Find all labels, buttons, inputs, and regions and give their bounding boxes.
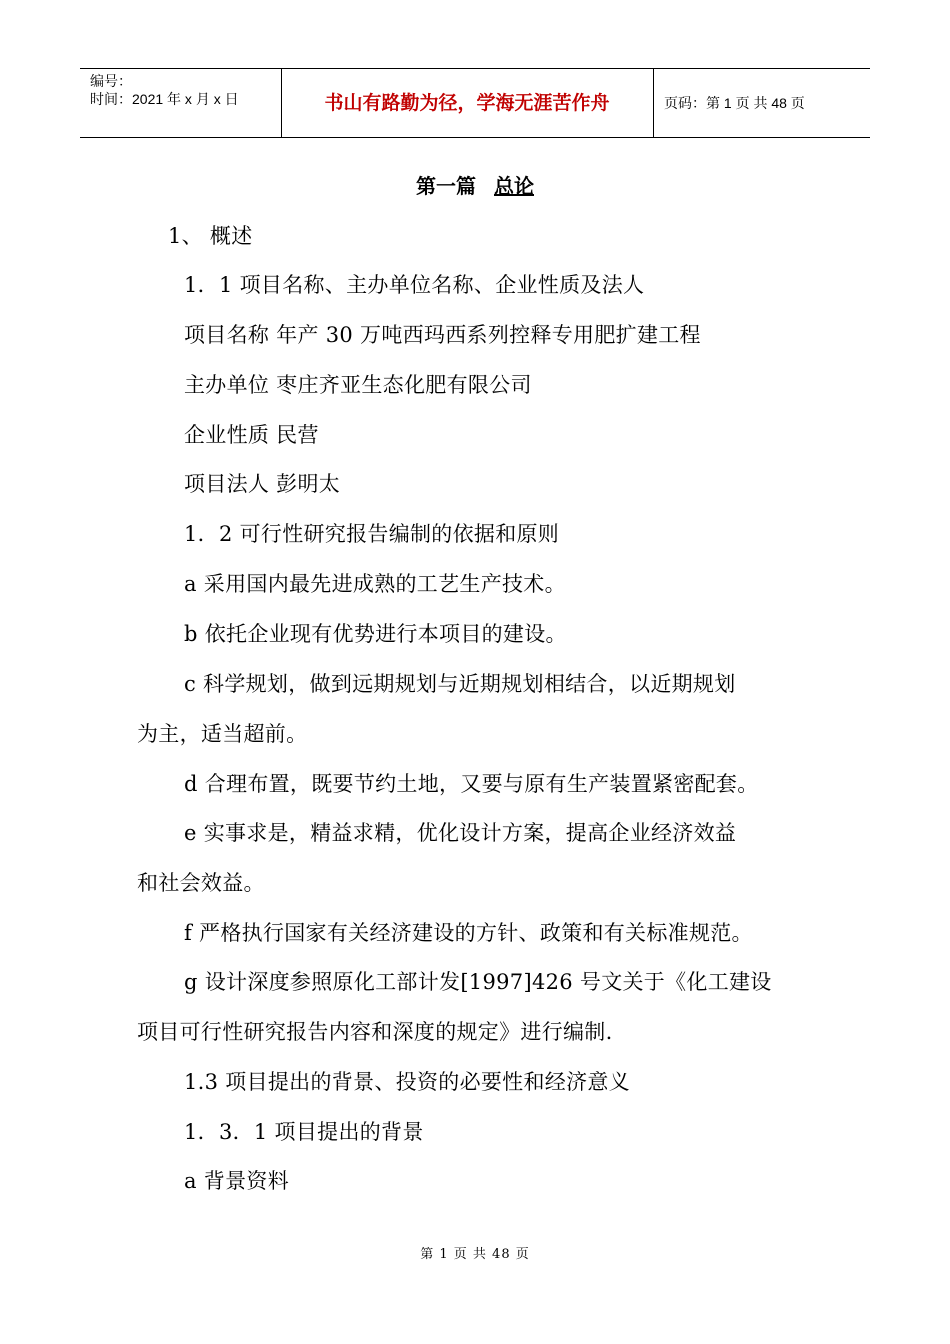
page-footer: 第 1 页 共 48 页: [420, 1247, 530, 1262]
section-heading: 1、 概述: [168, 224, 253, 248]
subsection-heading: 1.3 项目提出的背景、投资的必要性和经济意义: [184, 1070, 630, 1094]
subsection-heading: 1．2 可行性研究报告编制的依据和原则: [184, 522, 560, 546]
principle-item: e 实事求是，精益求精，优化设计方案，提高企业经济效益: [184, 821, 737, 845]
paragraph-label: a 背景资料: [184, 1169, 289, 1193]
principle-item: d 合理布置，既要节约土地，又要与原有生产装置紧密配套。: [184, 772, 759, 796]
document-header: [80, 68, 870, 138]
principle-item: b 依托企业现有优势进行本项目的建设。: [184, 622, 567, 646]
header-motto: 书山有路勤为径，学海无涯苦作舟: [324, 92, 610, 114]
chapter-name: 总论: [494, 174, 534, 198]
sponsor-line: 主办单位 枣庄齐亚生态化肥有限公司: [184, 373, 532, 397]
principle-item-continued: 项目可行性研究报告内容和深度的规定》进行编制.: [137, 1020, 613, 1044]
chapter-number: 第一篇: [416, 174, 476, 198]
header-page-cell: [654, 69, 870, 137]
principle-item: c 科学规划，做到远期规划与近期规划相结合，以近期规划: [184, 672, 736, 696]
header-meta-cell: [80, 69, 282, 137]
enterprise-nature-line: 企业性质 民营: [184, 423, 319, 447]
legal-person-line: 项目法人 彭明太: [184, 472, 341, 496]
header-page-info: 页码：第 1 页 共 48 页: [664, 95, 805, 111]
time-label: 时间：2021 年 x 月 x 日: [90, 91, 239, 107]
header-motto-cell: [281, 69, 654, 137]
principle-item-continued: 为主，适当超前。: [137, 722, 308, 746]
project-name-line: 项目名称 年产 30 万吨西玛西系列控释专用肥扩建工程: [184, 323, 701, 347]
number-label: 编号：: [90, 73, 132, 89]
subsection-heading: 1．1 项目名称、主办单位名称、企业性质及法人: [184, 273, 645, 297]
principle-item: f 严格执行国家有关经济建设的方针、政策和有关标准规范。: [184, 921, 753, 945]
chapter-title: [0, 172, 950, 200]
principle-item-continued: 和社会效益。: [137, 871, 265, 895]
subsection-heading: 1．3．1 项目提出的背景: [184, 1120, 424, 1144]
principle-item: g 设计深度参照原化工部计发[1997]426 号文关于《化工建设: [184, 970, 772, 994]
principle-item: a 采用国内最先进成熟的工艺生产技术。: [184, 572, 566, 596]
